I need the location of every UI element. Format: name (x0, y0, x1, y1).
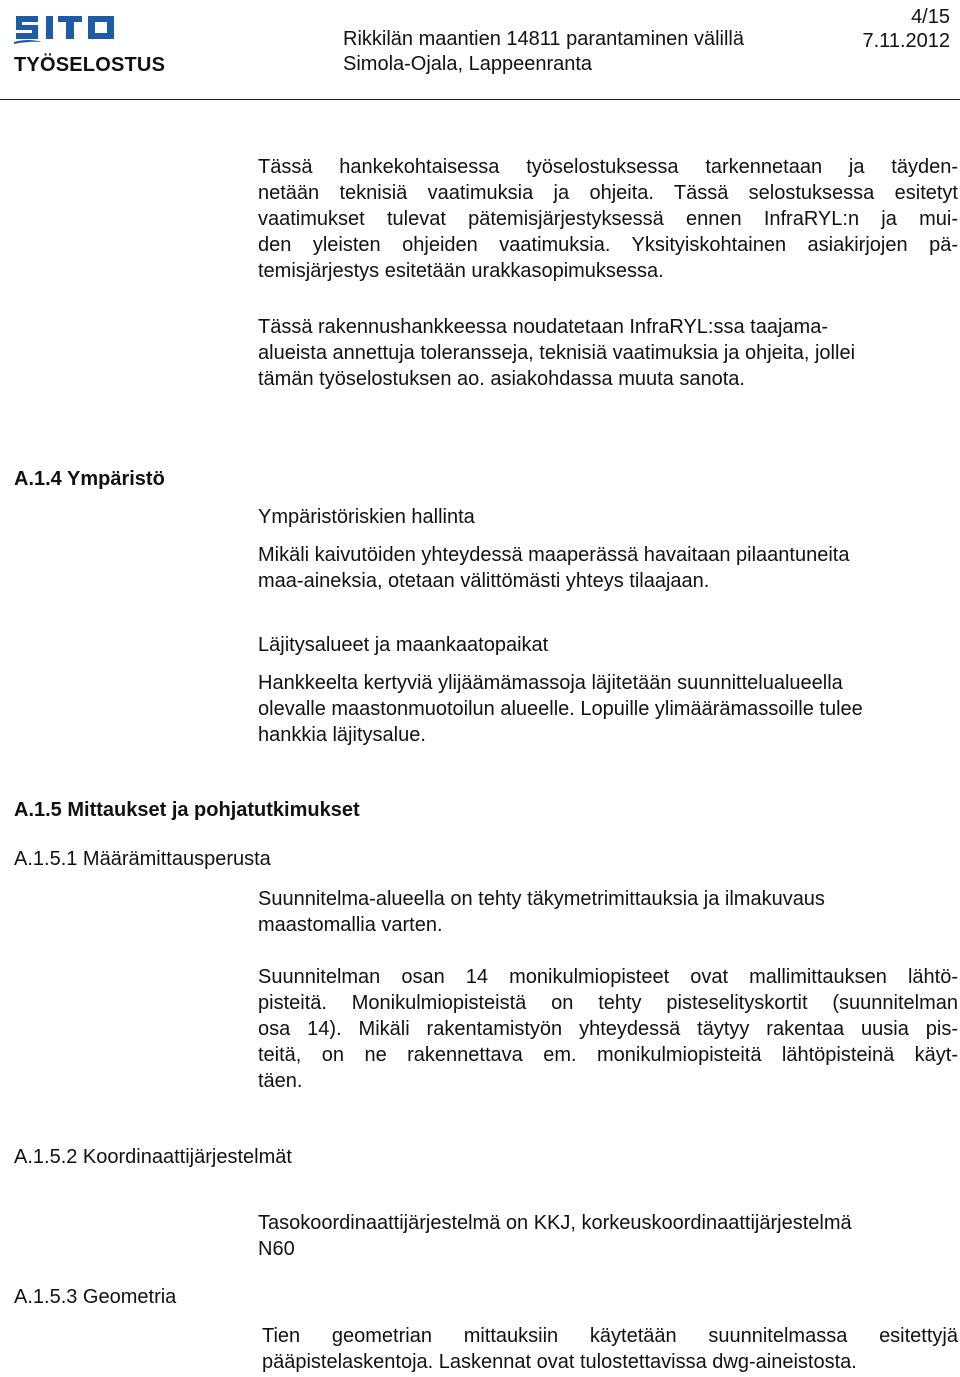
text-line: osa 14). Mikäli rakentamistyön yhteydessä täytyy rakentaa uusia pis- (258, 1018, 958, 1040)
paragraph-tachymeter (258, 886, 958, 938)
text-line: Tässä rakennushankkeessa noudatetaan InfraRYL:ssa taajama- (258, 316, 828, 338)
text-line: Hankkeelta kertyviä ylijäämämassoja läjitetään suunnittelualueella (258, 672, 843, 694)
paragraph-surplus-mass (258, 670, 958, 748)
text-line: maastomallia varten. (258, 914, 443, 936)
paragraph-polygon-points (258, 964, 958, 1094)
text-line: temisjärjestys esitetään urakkasopimuksessa. (258, 260, 664, 282)
project-location: Simola-Ojala, Lappeenranta (343, 53, 593, 75)
text-line: Mikäli kaivutöiden yhteydessä maaperässä havaitaan pilaantuneita (258, 544, 850, 566)
paragraph-geometry (262, 1323, 958, 1375)
text-line: Tässä hankekohtaisessa työselostuksessa tarkennetaan ja täyden- (258, 156, 958, 178)
sito-logo-mark (12, 10, 148, 46)
text-line: pisteitä. Monikulmiopisteistä on tehty pisteselityskortit (suunnitelman (258, 992, 958, 1014)
text-line: Suunnitelman osan 14 monikulmiopisteet ovat mallimittauksen lähtö- (258, 966, 958, 988)
topic-environment-risks: Ympäristöriskien hallinta (258, 506, 475, 528)
subsection-heading-a152: A.1.5.2 Koordinaattijärjestelmät (14, 1146, 292, 1168)
section-heading-a14: A.1.4 Ympäristö (14, 468, 165, 490)
section-heading-a15: A.1.5 Mittaukset ja pohjatutkimukset (14, 799, 360, 821)
document-type: TYÖSELOSTUS (14, 54, 166, 76)
text-line: teitä, on ne rakennettava em. monikulmiopisteitä lähtöpisteinä käyt- (258, 1044, 958, 1066)
text-line: alueista annettuja toleransseja, teknisiä vaatimuksia ja ohjeita, jollei (258, 342, 856, 364)
header-divider (0, 99, 960, 100)
text-line: tämän työselostuksen ao. asiakohdassa muuta sanota. (258, 368, 745, 390)
text-line: den yleisten ohjeiden vaatimuksia. Yksityiskohtainen asiakirjojen pä- (258, 234, 958, 256)
subsection-heading-a151: A.1.5.1 Määrämittausperusta (14, 848, 271, 870)
text-line: Tien geometrian mittauksiin käytetään suunnitelmassa esitettyjä (262, 1325, 958, 1347)
subsection-heading-a153: A.1.5.3 Geometria (14, 1286, 177, 1308)
text-line: hankkia läjitysalue. (258, 724, 426, 746)
text-line: Suunnitelma-alueella on tehty täkymetrimittauksia ja ilmakuvaus (258, 888, 825, 910)
page-number: 4/15 (911, 6, 950, 28)
text-line: maa-aineksia, otetaan välittömästi yhteys tilaajaan. (258, 570, 710, 592)
topic-dumping-areas: Läjitysalueet ja maankaatopaikat (258, 634, 549, 656)
text-line: olevalle maastonmuotoilun alueelle. Lopuille ylimäärämassoille tulee (258, 698, 863, 720)
paragraph-contaminated-soil (258, 542, 958, 594)
project-title: Rikkilän maantien 14811 parantaminen välillä (343, 28, 744, 50)
text-line: N60 (258, 1238, 295, 1260)
text-line: täen. (258, 1070, 303, 1092)
text-line: vaatimukset tulevat pätemisjärjestyksessä ennen InfraRYL:n ja mui- (258, 208, 958, 230)
text-line: Tasokoordinaattijärjestelmä on KKJ, korkeuskoordinaattijärjestelmä (258, 1212, 852, 1234)
intro-paragraph-1 (258, 154, 958, 284)
text-line: netään teknisiä vaatimuksia ja ohjeita. Tässä selostuksessa esitetyt (258, 182, 958, 204)
document-date: 7.11.2012 (862, 30, 950, 52)
sito-logo (12, 10, 148, 46)
intro-paragraph-2 (258, 314, 958, 392)
paragraph-coordinate-systems (258, 1210, 958, 1262)
text-line: pääpistelaskentoja. Laskennat ovat tulostettavissa dwg-aineistosta. (262, 1351, 857, 1373)
